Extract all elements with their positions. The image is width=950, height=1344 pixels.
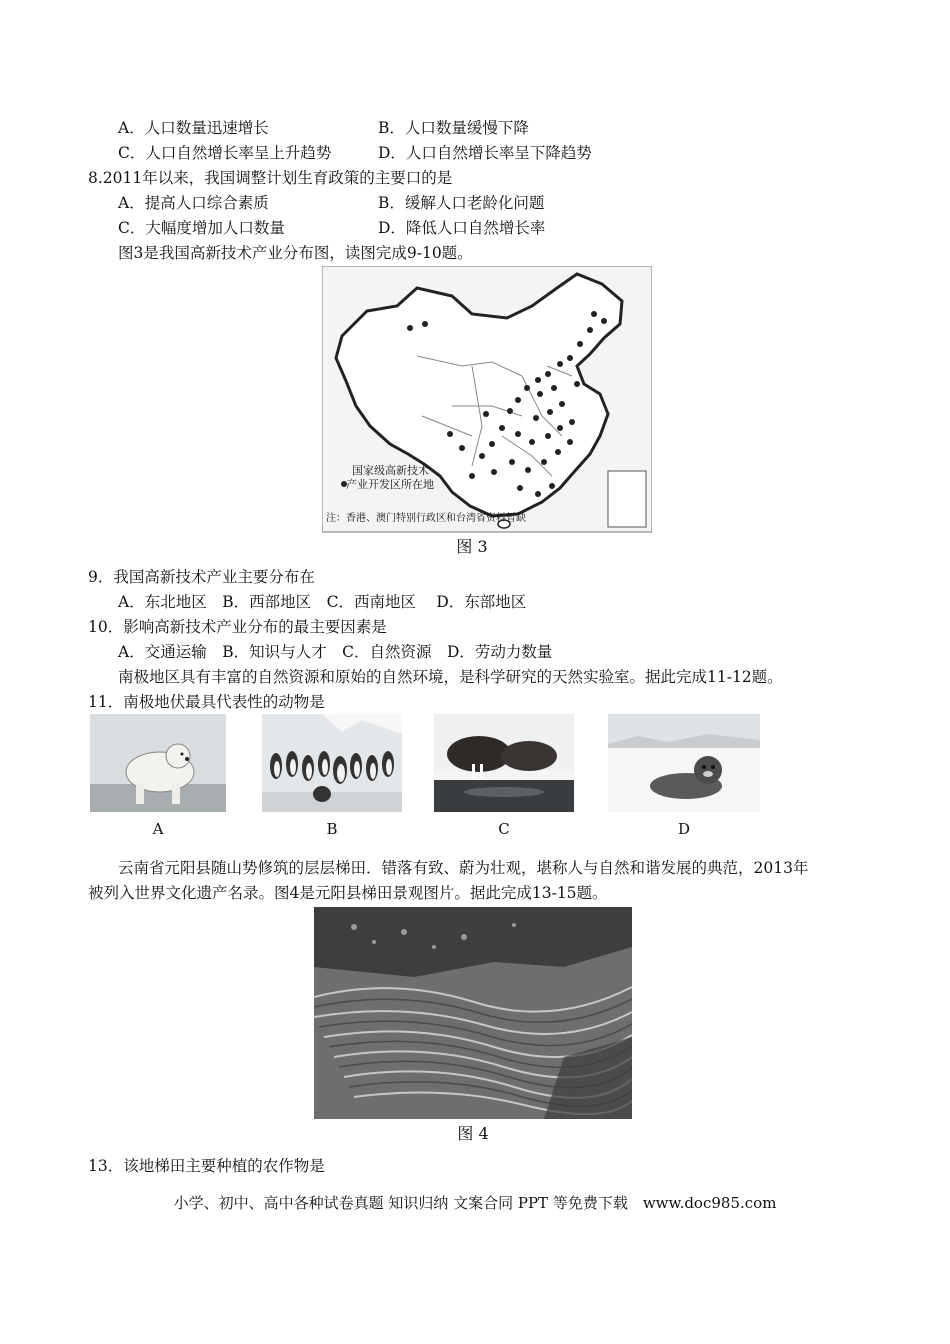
label-d: D [677,820,691,838]
q7-option-b: B．人口数量缓慢下降 [378,119,529,137]
label-a: A [152,820,164,838]
q8-option-d: D．降低人口自然增长率 [378,219,546,237]
figure-3-caption: 图 3 [456,537,488,556]
q9-stem: 9．我国高新技术产业主要分布在 [88,568,315,586]
q8-option-a: A．提高人口综合素质 [118,194,269,212]
penguins-image [262,714,402,812]
antarctic-intro: 南极地区具有丰富的自然资源和原始的自然环境，是科学研究的天然实验室。据此完成11-12题。 [118,668,783,686]
figure-3-map [322,266,652,556]
q8-option-b: B．缓解人口老龄化问题 [378,194,545,212]
label-b: B [326,820,338,838]
yunnan-intro-line2: 被列入世界文化遗产名录。图4是元阳县梯田景观图片。据此完成13-15题。 [88,884,608,902]
q9-options: A．东北地区 B．西部地区 C．西南地区 D．东部地区 [118,593,527,611]
q7-option-d: D．人口自然增长率呈下降趋势 [378,144,592,162]
q8-option-c: C．大幅度增加人口数量 [118,219,285,237]
terraces-photo [314,907,632,1119]
map-note: 注：香港、澳门特别行政区和台湾省资料暂缺 [326,513,526,524]
legend-label-line1: 国家级高新技术 [352,464,429,477]
yunnan-intro-line1: 云南省元阳县随山势修筑的层层梯田．错落有致、蔚为壮观，堪称人与自然和谐发展的典范，2013年 [118,859,809,877]
figure-4-caption: 图 4 [457,1124,489,1143]
walrus-image [434,714,574,812]
q10-stem: 10．影响高新技术产业分布的最主要因素是 [88,618,387,636]
q13-stem: 13．该地梯田主要种植的农作物是 [88,1157,325,1175]
q10-options: A．交通运输 B．知识与人才 C．自然资源 D．劳动力数量 [118,643,553,661]
label-c: C [498,820,510,838]
page-footer: 小学、初中、高中各种试卷真题 知识归纳 文案合同 PPT 等免费下载 www.doc985.com [173,1194,777,1212]
polar-bear-image [90,714,226,812]
q8-stem: 8.2011年以来，我国调整计划生育政策的主要口的是 [88,169,453,187]
legend-label-line2: 产业开发区所在地 [346,478,434,491]
q7-option-c: C．人口自然增长率呈上升趋势 [118,144,332,162]
fig3-intro: 图3是我国高新技术产业分布图，读图完成9-10题。 [118,244,473,262]
q11-stem: 11．南极地伏最具代表性的动物是 [88,693,325,711]
q7-option-a: A．人口数量迅速增长 [118,119,269,137]
figure-4-terraces [314,907,632,1145]
seal-image [608,714,760,812]
